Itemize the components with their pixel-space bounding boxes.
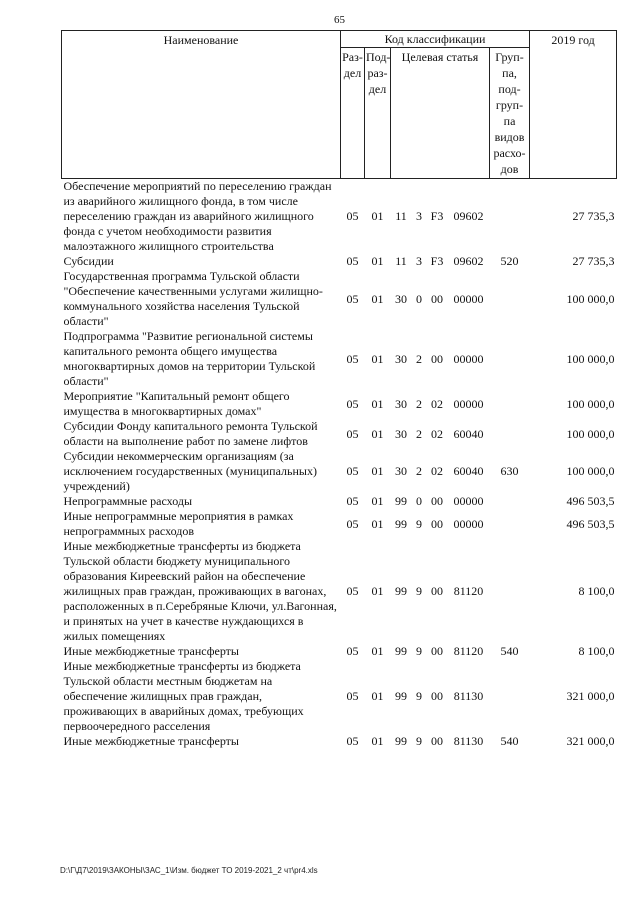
cell-vr: 540	[500, 644, 519, 658]
cell-cs4: 00000	[453, 494, 484, 508]
cell-cs2: 3	[416, 254, 422, 268]
cell-cs4: 09602	[453, 254, 484, 268]
row-amount: 496 503,5	[566, 494, 615, 508]
row-name: Иные межбюджетные трансферты из бюджета Тульской области местным бюджетам на обеспечение жилищных прав граждан, проживающих в аварийных домах, требующих первоочередного расселения	[63, 659, 304, 733]
cell-cs4: 00000	[453, 516, 484, 531]
row-name: Иные межбюджетные трансферты	[63, 734, 239, 748]
cell-rz: 05	[346, 494, 359, 508]
cell-vr: 540	[500, 734, 519, 748]
cell-cs1: 99	[395, 516, 407, 531]
table-row	[62, 269, 617, 329]
cell-cs1: 99	[395, 734, 407, 748]
cell-pr: 01	[371, 291, 384, 306]
cell-vr	[490, 659, 530, 734]
cell-rz: 05	[346, 291, 359, 306]
cell-pr: 01	[371, 689, 384, 703]
header-target-item: Целевая статья	[391, 48, 490, 179]
cell-cs1: 30	[395, 396, 407, 411]
row-amount: 8 100,0	[578, 644, 615, 658]
row-name: Мероприятие "Капитальный ремонт общего имущества в многоквартирных домах"	[63, 389, 290, 418]
cell-cs2: 9	[416, 644, 422, 658]
cell-cs2: 0	[416, 494, 422, 508]
cell-cs1: 99	[395, 494, 407, 508]
cell-cs1: 30	[395, 351, 407, 366]
cell-rz: 05	[346, 644, 359, 658]
row-name: Иные межбюджетные трансферты	[63, 644, 239, 658]
cell-cs1: 30	[395, 291, 407, 306]
cell-pr: 01	[371, 516, 384, 531]
cell-cs4: 81130	[453, 689, 484, 703]
cell-cs4: 09602	[453, 209, 484, 223]
row-name: Иные межбюджетные трансферты из бюджета Тульской области бюджету муниципального образования Киреевский район на обеспечение жилищных прав граждан, проживающих в вагонах, расположенных в п.Серебряные Ключи, ул.Вагонная, и принятых на учет в качестве нуждающихся в жилых помещениях	[63, 539, 337, 643]
cell-rz: 05	[346, 426, 359, 441]
footer-file-path: D:\Г\Д7\2019\ЗАКОНЫ\ЗАС_1\Изм. бюджет ТО 2019-2021_2 чт\pr4.xls	[60, 866, 318, 875]
cell-cs1: 99	[395, 644, 407, 658]
cell-cs3: 02	[431, 464, 443, 478]
cell-pr: 01	[371, 584, 384, 598]
cell-cs3: 00	[431, 516, 443, 531]
row-amount: 496 503,5	[566, 516, 615, 531]
row-name: Государственная программа Тульской области "Обеспечение качественными услугами жилищно-коммунального хозяйства населения Тульской области"	[63, 269, 323, 328]
cell-pr: 01	[371, 209, 384, 223]
table-row	[62, 734, 617, 749]
cell-vr	[490, 179, 530, 255]
row-amount: 100 000,0	[566, 464, 615, 478]
cell-vr	[490, 539, 530, 644]
cell-cs1: 11	[395, 254, 407, 268]
row-amount: 8 100,0	[578, 584, 615, 598]
cell-rz: 05	[346, 351, 359, 366]
row-name: Подпрограмма "Развитие региональной системы капитального ремонта общего имущества многоквартирных домов на территории Тульской области"	[63, 329, 316, 388]
cell-cs2: 0	[416, 291, 422, 306]
cell-pr: 01	[371, 464, 384, 478]
cell-cs4: 81120	[453, 644, 484, 658]
cell-cs3: 00	[431, 689, 443, 703]
cell-pr: 01	[371, 734, 384, 748]
cell-cs2: 3	[416, 209, 422, 223]
header-classification: Код классификации	[341, 31, 530, 48]
cell-cs2: 9	[416, 689, 422, 703]
header-row-top	[62, 31, 617, 48]
table-row	[62, 539, 617, 644]
row-name: Обеспечение мероприятий по переселению граждан из аварийного жилищного фонда, в том числе переселению граждан из аварийного жилищного фонда с учетом необходимости развития малоэтажного жилищного строительства	[63, 179, 332, 253]
cell-cs4: 60040	[453, 426, 484, 441]
cell-cs2: 2	[416, 464, 422, 478]
table-row	[62, 509, 617, 539]
cell-cs3: 00	[431, 734, 443, 748]
cell-pr: 01	[371, 494, 384, 508]
cell-cs2: 2	[416, 351, 422, 366]
cell-cs3: F3	[430, 209, 444, 223]
header-year: 2019 год	[530, 31, 617, 179]
cell-cs2: 9	[416, 734, 422, 748]
page-number: 65	[334, 14, 345, 26]
row-name: Субсидии Фонду капитального ремонта Тульской области на выполнение работ по замене лифтов	[63, 419, 318, 448]
table-row	[62, 329, 617, 389]
cell-cs4: 00000	[453, 396, 484, 411]
cell-cs4: 00000	[453, 351, 484, 366]
row-amount: 321 000,0	[566, 734, 615, 748]
cell-pr: 01	[371, 396, 384, 411]
cell-cs4: 00000	[453, 291, 484, 306]
cell-pr: 01	[371, 644, 384, 658]
table-row	[62, 179, 617, 255]
cell-rz: 05	[346, 396, 359, 411]
cell-rz: 05	[346, 584, 359, 598]
cell-pr: 01	[371, 254, 384, 268]
cell-cs2: 9	[416, 516, 422, 531]
cell-cs4: 81130	[453, 734, 484, 748]
cell-cs2: 2	[416, 396, 422, 411]
cell-vr	[490, 269, 530, 329]
cell-vr: 630	[500, 464, 519, 478]
table-row	[62, 449, 617, 494]
cell-vr	[490, 509, 530, 539]
cell-cs3: 02	[431, 396, 443, 411]
cell-rz: 05	[346, 209, 359, 223]
cell-pr: 01	[371, 351, 384, 366]
cell-cs2: 9	[416, 584, 422, 598]
cell-rz: 05	[346, 734, 359, 748]
row-amount: 100 000,0	[566, 291, 615, 306]
cell-cs3: F3	[430, 254, 444, 268]
cell-rz: 05	[346, 254, 359, 268]
cell-rz: 05	[346, 689, 359, 703]
row-amount: 100 000,0	[566, 396, 615, 411]
row-name: Субсидии некоммерческим организациям (за исключением государственных (муниципальных) учреждений)	[63, 449, 317, 493]
cell-cs3: 00	[431, 584, 443, 598]
row-amount: 321 000,0	[566, 689, 615, 703]
cell-vr	[490, 419, 530, 449]
cell-cs1: 99	[395, 689, 407, 703]
row-name: Непрограммные расходы	[63, 494, 193, 508]
table-row	[62, 644, 617, 659]
cell-cs4: 81120	[453, 584, 484, 598]
table-row	[62, 254, 617, 269]
header-expense-group: Груп-па, под-груп-па видов расхо-дов	[490, 48, 530, 179]
table-row	[62, 494, 617, 509]
row-amount: 100 000,0	[566, 351, 615, 366]
cell-cs3: 00	[431, 291, 443, 306]
cell-cs4: 60040	[453, 464, 484, 478]
cell-cs3: 00	[431, 644, 443, 658]
cell-rz: 05	[346, 516, 359, 531]
cell-vr	[490, 494, 530, 509]
cell-vr	[490, 329, 530, 389]
table-row	[62, 659, 617, 734]
cell-cs3: 02	[431, 426, 443, 441]
cell-cs1: 11	[395, 209, 407, 223]
row-name: Иные непрограммные мероприятия в рамках непрограммных расходов	[63, 509, 294, 538]
cell-vr	[490, 389, 530, 419]
cell-cs1: 99	[395, 584, 407, 598]
cell-cs1: 30	[395, 464, 407, 478]
row-amount: 27 735,3	[572, 209, 615, 223]
table-row	[62, 389, 617, 419]
row-amount: 27 735,3	[572, 254, 615, 268]
cell-cs3: 00	[431, 351, 443, 366]
cell-cs1: 30	[395, 426, 407, 441]
cell-vr: 520	[500, 254, 519, 268]
cell-cs3: 00	[431, 494, 443, 508]
budget-table	[61, 30, 617, 749]
header-subsection: Под-раз-дел	[365, 48, 391, 179]
table-body	[62, 179, 617, 750]
cell-rz: 05	[346, 464, 359, 478]
cell-cs2: 2	[416, 426, 422, 441]
row-amount: 100 000,0	[566, 426, 615, 441]
row-name: Субсидии	[63, 254, 114, 268]
header-name: Наименование	[62, 31, 341, 179]
table-row	[62, 419, 617, 449]
cell-pr: 01	[371, 426, 384, 441]
header-section: Раз-дел	[341, 48, 365, 179]
